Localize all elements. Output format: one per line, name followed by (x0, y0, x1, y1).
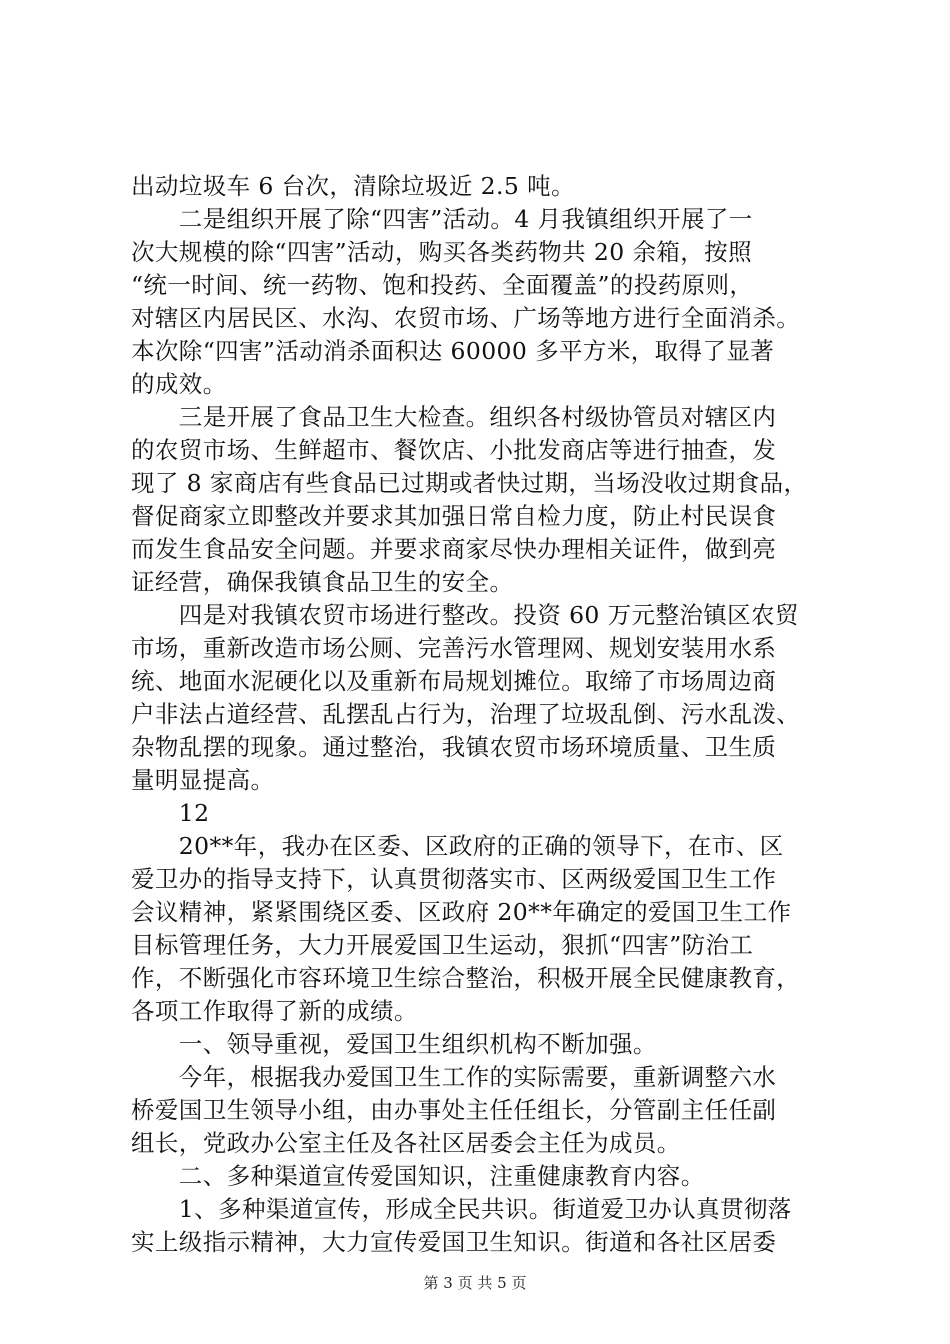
text-line: 杂物乱摆的现象。通过整治，我镇农贸市场环境质量、卫生质 (131, 733, 777, 761)
text-line: 会议精神，紧紧围绕区委、区政府 20**年确定的爱国卫生工作 (131, 898, 792, 926)
text-line: 市场，重新改造市场公厕、完善污水管理网、规划安装用水系 (131, 634, 777, 662)
document-body (131, 170, 851, 1259)
text-line: 而发生食品安全问题。并要求商家尽快办理相关证件，做到亮 (131, 535, 777, 563)
text-line: 出动垃圾车 6 台次，清除垃圾近 2.5 吨。 (131, 172, 575, 200)
text-line: 的成效。 (131, 370, 227, 398)
text-line: 户非法占道经营、乱摆乱占行为，治理了垃圾乱倒、污水乱泼、 (131, 700, 801, 728)
text-line: 四是对我镇农贸市场进行整改。投资 60 万元整治镇区农贸 (131, 601, 799, 629)
text-line: 一、领导重视，爱国卫生组织机构不断加强。 (131, 1030, 657, 1058)
text-line: 现了 8 家商店有些食品已过期或者快过期，当场没收过期食品， (131, 469, 808, 497)
text-line: 桥爱国卫生领导小组，由办事处主任任组长，分管副主任任副 (131, 1096, 777, 1124)
text-line: 三是开展了食品卫生大检查。组织各村级协管员对辖区内 (131, 403, 777, 431)
text-line: 组长，党政办公室主任及各社区居委会主任为成员。 (131, 1129, 681, 1157)
text-line: 统、地面水泥硬化以及重新布局规划摊位。取缔了市场周边商 (131, 667, 777, 695)
text-line: 本次除“四害”活动消杀面积达 60000 多平方米，取得了显著 (131, 337, 775, 365)
text-line: 实上级指示精神，大力宣传爱国卫生知识。街道和各社区居委 (131, 1228, 777, 1256)
text-line: 作，不断强化市容环境卫生综合整治，积极开展全民健康教育， (131, 964, 801, 992)
page-number-footer: 第 3 页 共 5 页 (423, 1274, 527, 1292)
text-line: 督促商家立即整改并要求其加强日常自检力度，防止村民误食 (131, 502, 777, 530)
text-line: 12 (131, 799, 210, 827)
text-line: 次大规模的除“四害”活动，购买各类药物共 20 余箱，按照 (131, 238, 752, 266)
text-line: 的农贸市场、生鲜超市、餐饮店、小批发商店等进行抽查，发 (131, 436, 777, 464)
text-line: 量明显提高。 (131, 766, 275, 794)
text-line: “统一时间、统一药物、饱和投药、全面覆盖”的投药原则， (131, 271, 754, 299)
text-line: 证经营，确保我镇食品卫生的安全。 (131, 568, 514, 596)
text-line: 对辖区内居民区、水沟、农贸市场、广场等地方进行全面消杀。 (131, 304, 801, 332)
text-line: 目标管理任务，大力开展爱国卫生运动，狠抓“四害”防治工 (131, 931, 754, 959)
text-line: 1、多种渠道宣传，形成全民共识。街道爱卫办认真贯彻落 (131, 1195, 792, 1223)
text-line: 二是组织开展了除“四害”活动。4 月我镇组织开展了一 (131, 205, 753, 233)
text-line: 今年，根据我办爱国卫生工作的实际需要，重新调整六水 (131, 1063, 777, 1091)
text-line: 各项工作取得了新的成绩。 (131, 997, 418, 1025)
text-line: 20**年，我办在区委、区政府的正确的领导下，在市、区 (131, 832, 784, 860)
text-line: 爱卫办的指导支持下，认真贯彻落实市、区两级爱国卫生工作 (131, 865, 777, 893)
text-line: 二、多种渠道宣传爱国知识，注重健康教育内容。 (131, 1162, 705, 1190)
